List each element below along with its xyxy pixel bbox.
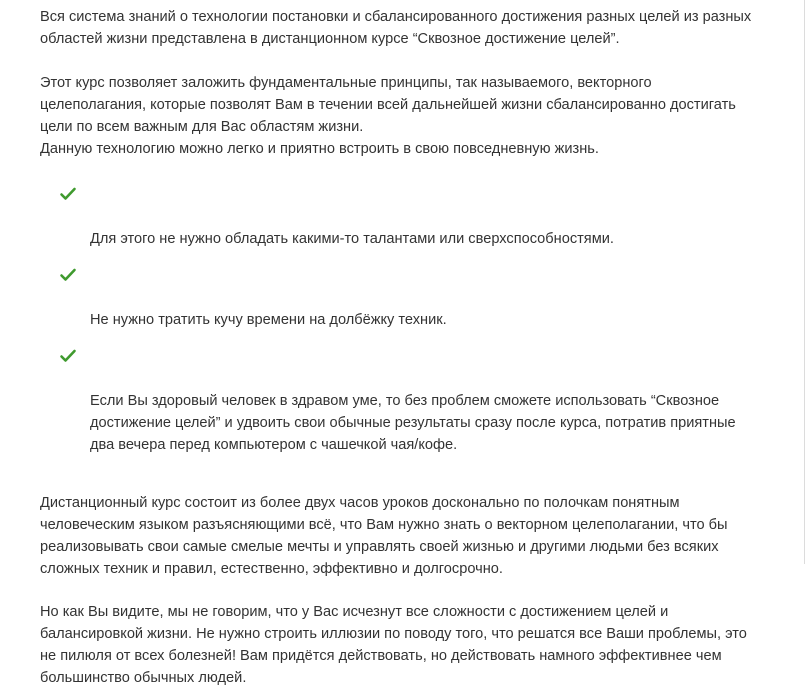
course-description-paragraph: Дистанционный курс состоит из более двух часов уроков досконально по полочкам понятным человеческим языком разъясняющими всё, что Вам нужно знать о векторном целеполагании, что бы реализовывать свои самые смелые мечты и управлять своей жизнью и другими людьми без всяких сложных техник и правил, естественно, эффективно и долгосрочно. (40, 495, 728, 577)
benefits-list (40, 184, 780, 456)
list-item (40, 346, 780, 456)
benefit-text: Если Вы здоровый человек в здравом уме, то без проблем сможете использовать “Сквозное достижение целей” и удвоить свои обычные результаты сразу после курса, потратив приятные два вечера перед компьютером с чашечкой чая/кофе. (90, 393, 736, 453)
list-item (40, 265, 780, 331)
check-icon (60, 187, 76, 201)
check-icon (60, 349, 76, 363)
list-item (40, 184, 780, 250)
disclaimer-paragraph: Но как Вы видите, мы не говорим, что у Вас исчезнут все сложности с достижением целей и балансировкой жизни. Не нужно строить иллюзии по поводу того, что решатся все Ваши проблемы, это не пилюля от всех болезней! Вам придётся действовать, но действовать намного эффективнее чем большинство обычных людей. (40, 604, 747, 686)
benefit-text: Не нужно тратить кучу времени на долбёжку техник. (90, 312, 447, 328)
benefit-text: Для этого не нужно обладать какими-то талантами или сверхспособностями. (90, 231, 614, 247)
purpose-paragraph: Этот курс позволяет заложить фундаментальные принципы, так называемого, векторного целеполагания, которые позволят Вам в течении всей дальнейшей жизни сбалансированно достигать цели по всем важным для Вас областям жизни. Данную технологию можно легко и приятно встроить в свою повседневную жизнь. (40, 75, 736, 157)
article-content (40, 6, 780, 689)
intro-paragraph: Вся система знаний о технологии постановки и сбалансированного достижения разных целей из разных областей жизни представлена в дистанционном курсе “Сквозное достижение целей”. (40, 9, 752, 47)
check-icon (60, 268, 76, 282)
